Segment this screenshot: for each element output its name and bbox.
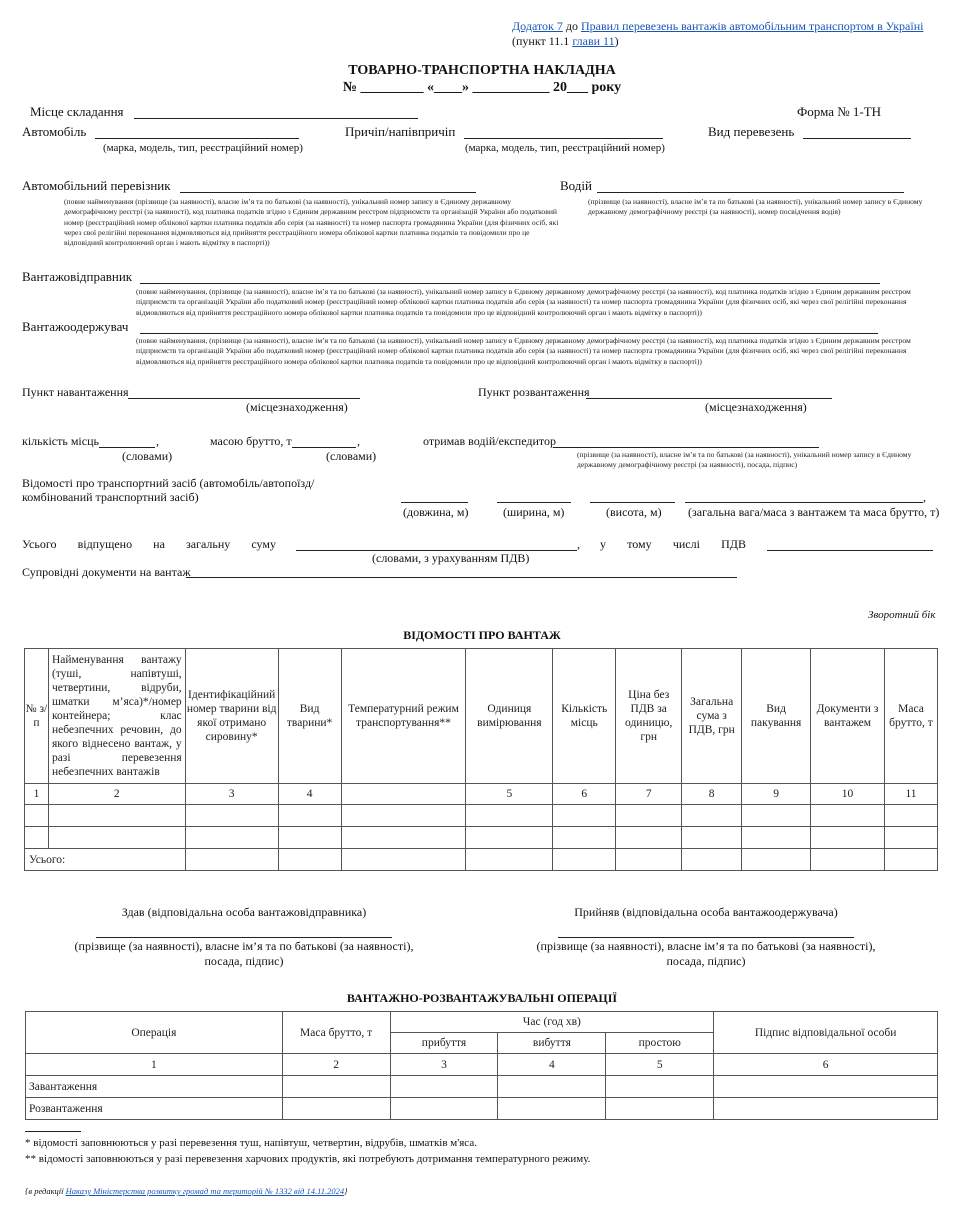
operations-title: ВАНТАЖНО-РОЗВАНТАЖУВАЛЬНІ ОПЕРАЦІЇ <box>346 991 618 1005</box>
clause-link[interactable]: глави 11 <box>572 34 615 48</box>
cargo-header-row <box>25 649 938 784</box>
edition-prefix: {в редакції <box>25 1186 64 1196</box>
vehicle-info-label: Відомості про транспортний засіб (автомобіль/автопоїзд/комбінований транспортний засіб) <box>22 476 315 504</box>
length-hint: (довжина, м) <box>403 505 469 519</box>
cargo-cell[interactable] <box>185 849 278 871</box>
ops-header-signature: Підпис відповідальної особи <box>714 1012 938 1054</box>
form-label: Форма № 1-ТН <box>797 104 882 119</box>
places-count-label: кількість місць <box>22 434 99 448</box>
col-number: 6 <box>553 784 616 805</box>
total-word: на <box>153 537 165 551</box>
cargo-title: ВІДОМОСТІ ПРО ВАНТАЖ <box>403 628 561 642</box>
vat-word: тому <box>627 537 652 551</box>
cargo-total-row <box>25 849 938 871</box>
appendix-link[interactable]: Додаток 7 <box>512 19 563 33</box>
handed-hint: посада, підпис) <box>204 954 284 968</box>
cargo-cell[interactable] <box>682 805 742 827</box>
cargo-cell[interactable] <box>341 805 466 827</box>
ops-header-row <box>26 1012 938 1033</box>
vat-word: числі <box>672 537 700 551</box>
ops-cell[interactable] <box>714 1098 938 1120</box>
col-header-name: Найменування вантажу (туші, напівтуші, четвертини, відруби, шматки м’яса)*/номер контейнера; клас небезпечних речовин, до якого віднесено вантаж, у разі перевезення небезпечних вантажів <box>48 649 185 784</box>
ops-loading-row <box>26 1076 938 1098</box>
ops-cell[interactable] <box>282 1076 390 1098</box>
col-number <box>341 784 466 805</box>
cargo-cell[interactable] <box>466 849 553 871</box>
ops-header-arrival: прибуття <box>390 1033 498 1054</box>
ops-col-number: 5 <box>606 1054 714 1076</box>
col-number: 2 <box>48 784 185 805</box>
place-label: Місце складання <box>30 104 124 119</box>
weight-comma: , <box>923 490 926 504</box>
cargo-empty-row[interactable] <box>25 805 938 827</box>
ops-header-operation: Операція <box>26 1012 283 1054</box>
cargo-cell[interactable] <box>185 805 278 827</box>
clause-reference <box>512 34 619 49</box>
ops-unloading-row <box>26 1098 938 1120</box>
cargo-cell[interactable] <box>616 849 682 871</box>
cargo-cell[interactable] <box>742 827 811 849</box>
col-header-packaging: Вид пакування <box>742 649 811 784</box>
cargo-table <box>24 648 938 871</box>
cargo-number-row <box>25 784 938 805</box>
car-field[interactable] <box>95 138 299 139</box>
received-by-field[interactable] <box>553 447 819 448</box>
col-header-documents: Документи з вантажем <box>811 649 885 784</box>
ops-header-departure: вибуття <box>498 1033 606 1054</box>
total-sum-comma: , <box>577 537 580 551</box>
docs-field[interactable] <box>186 577 737 578</box>
cargo-cell[interactable] <box>884 849 937 871</box>
shipper-hint: (повне найменування, (прізвище (за наявності), власне ім’я та по батькові (за наявності), унікальний номер запису в Єдиному державному демографічному реєстрі (за наявності), код платника податків згідно з Єдиним державним реєстром підприємств та організацій України або податковий номер (реєстраційний номер облікової картки платника податків або серія (за наявності) та номер паспорта громадянина України (для фізичних осіб, які через свої релігійні переконання відмовляються від прийняття реєстраційного номера облікової картки платника податків та повідомили про це відповідний контролюючий орган і мають відмітку в паспорті)) <box>136 287 911 317</box>
trailer-hint: (марка, модель, тип, реєстраційний номер) <box>465 142 665 154</box>
driver-field[interactable] <box>597 192 904 193</box>
length-field[interactable] <box>401 502 468 503</box>
ops-col-number: 3 <box>390 1054 498 1076</box>
col-number: 4 <box>278 784 341 805</box>
cargo-cell[interactable] <box>25 805 49 827</box>
total-word: Усього <box>22 537 57 551</box>
carrier-field[interactable] <box>180 192 476 193</box>
cargo-cell[interactable] <box>278 827 341 849</box>
carrier-hint: (повне найменування (прізвище (за наявності), власне ім’я та по батькові (за наявності), унікальний номер запису в Єдиному державному демографічному реєстрі (за наявності), код платника податків згідно з Єдиним державним реєстром підприємств та організацій України або податковий номер (реєстраційний номер облікової картки платника податків або серія (за наявності) та номер паспорта громадянина України (для фізичних осіб, які через свої релігійні переконання відмовляються від прийняття реєстраційного номера облікової картки платника податків та повідомили про це відповідний контролюючий орган і мають відмітку в паспорті)) <box>64 197 559 248</box>
appendix-to: до <box>565 19 578 33</box>
ops-row-label: Завантаження <box>26 1076 283 1098</box>
cargo-cell[interactable] <box>811 805 885 827</box>
appendix-header <box>512 19 923 34</box>
clause-suffix: ) <box>614 34 619 48</box>
cargo-cell[interactable] <box>553 849 616 871</box>
consignee-hint: (повне найменування, (прізвище (за наявності), власне ім’я та по батькові (за наявності), унікальний номер запису в Єдиному державному демографічному реєстрі (за наявності), код платника податків згідно з Єдиним державним реєстром підприємств та організацій України або податковий номер (реєстраційний номер облікової картки платника податків або серія (за наявності) та номер паспорта громадянина України (для фізичних осіб, які через свої релігійні переконання відмовляються від прийняття реєстраційного номера облікової картки платника податків та повідомили про це відповідний контролюючий орган і мають відмітку в паспорті)) <box>136 336 911 366</box>
rules-link[interactable]: Правил перевезень вантажів автомобільним транспортом в Україні <box>581 19 924 33</box>
cargo-cell[interactable] <box>278 805 341 827</box>
loading-point-field[interactable] <box>128 398 360 399</box>
trailer-field[interactable] <box>464 138 663 139</box>
total-sum-hint: (словами, з урахуванням ПДВ) <box>372 551 530 565</box>
col-header-temperature: Температурний режим транспортування** <box>341 649 466 784</box>
document-title: ТОВАРНО-ТРАНСПОРТНА НАКЛАДНА <box>348 63 616 78</box>
shipper-field[interactable] <box>140 283 880 284</box>
handed-signature-field[interactable] <box>96 937 392 938</box>
reverse-side-label: Зворотний бік <box>868 609 936 621</box>
cargo-cell[interactable] <box>341 827 466 849</box>
col-number: 8 <box>682 784 742 805</box>
vat-label <box>600 537 746 552</box>
col-number: 7 <box>616 784 682 805</box>
handed-hint: (прізвище (за наявності), власне ім’я та по батькові (за наявності), <box>74 939 414 953</box>
unloading-point-field[interactable] <box>586 398 832 399</box>
accepted-label: Прийняв (відповідальна особа вантажоодержувача) <box>574 905 838 919</box>
ops-header-time: Час (год хв) <box>390 1012 714 1033</box>
vat-word: ПДВ <box>721 537 746 551</box>
total-word: суму <box>251 537 276 551</box>
edition-link[interactable]: Наказу Міністерства розвитку громад та територій № 1332 від 14.11.2024 <box>65 1186 345 1196</box>
ops-cell[interactable] <box>606 1098 714 1120</box>
cargo-total-label: Усього: <box>25 849 186 871</box>
places-count-comma: , <box>156 434 159 448</box>
col-number: 10 <box>811 784 885 805</box>
ops-cell[interactable] <box>390 1098 498 1120</box>
footnote-divider <box>25 1131 81 1132</box>
cargo-cell[interactable] <box>25 827 49 849</box>
document-number-line: № _________ «____» ___________ 20___ року <box>342 80 622 95</box>
cargo-cell[interactable] <box>616 805 682 827</box>
gross-weight-label: масою брутто, т <box>210 434 292 448</box>
accepted-hint: (прізвище (за наявності), власне ім’я та по батькові (за наявності), <box>536 939 876 953</box>
unloading-point-hint: (місцезнаходження) <box>705 400 807 414</box>
ops-cell[interactable] <box>714 1076 938 1098</box>
cargo-cell[interactable] <box>682 827 742 849</box>
cargo-empty-row[interactable] <box>25 827 938 849</box>
ops-col-number: 1 <box>26 1054 283 1076</box>
cargo-cell[interactable] <box>553 805 616 827</box>
cargo-cell[interactable] <box>884 827 937 849</box>
total-label <box>22 537 276 552</box>
accepted-signature-field[interactable] <box>558 937 854 938</box>
ops-cell[interactable] <box>282 1098 390 1120</box>
trailer-label: Причіп/напівпричіп <box>345 124 456 139</box>
gross-weight-comma: , <box>357 434 360 448</box>
cargo-cell[interactable] <box>742 849 811 871</box>
col-header-places: Кількість місць <box>553 649 616 784</box>
consignee-field[interactable] <box>140 333 878 334</box>
ops-cell[interactable] <box>498 1076 606 1098</box>
height-field[interactable] <box>590 502 675 503</box>
ops-cell[interactable] <box>606 1076 714 1098</box>
weight-hint: (загальна вага/маса з вантажем та маса брутто, т) <box>688 505 940 519</box>
col-number: 11 <box>884 784 937 805</box>
col-header-gross-weight: Маса брутто, т <box>884 649 937 784</box>
cargo-cell[interactable] <box>278 849 341 871</box>
cargo-cell[interactable] <box>466 805 553 827</box>
width-hint: (ширина, м) <box>503 505 565 519</box>
received-by-label: отримав водій/експедитор <box>423 434 556 448</box>
ops-col-number: 4 <box>498 1054 606 1076</box>
received-by-hint: (прізвище (за наявності), власне ім’я та по батькові (за наявності), унікальний номер запису в Єдиному державному демографічному реєстрі (за наявності), посада, підпис) <box>577 450 912 470</box>
weight-field[interactable] <box>685 502 923 503</box>
place-field[interactable] <box>134 118 418 119</box>
ops-number-row <box>26 1054 938 1076</box>
col-number: 9 <box>742 784 811 805</box>
col-number: 5 <box>466 784 553 805</box>
gross-weight-hint: (словами) <box>326 449 377 463</box>
col-number: 3 <box>185 784 278 805</box>
transport-type-label: Вид перевезень <box>708 124 795 139</box>
cargo-cell[interactable] <box>553 827 616 849</box>
cargo-cell[interactable] <box>185 827 278 849</box>
ops-row-label: Розвантаження <box>26 1098 283 1120</box>
cargo-cell[interactable] <box>811 849 885 871</box>
cargo-cell[interactable] <box>742 805 811 827</box>
edition-note <box>25 1186 348 1196</box>
operations-table <box>25 1011 938 1120</box>
col-number: 1 <box>25 784 49 805</box>
cargo-cell[interactable] <box>616 827 682 849</box>
col-header-number: № з/п <box>25 649 49 784</box>
col-header-animal-type: Вид тварини* <box>278 649 341 784</box>
transport-type-field[interactable] <box>803 138 911 139</box>
driver-hint: (прізвище (за наявності), власне ім’я та по батькові (за наявності), унікальний номер запису в Єдиному державному демографічному реєстрі (за наявності), номер посвідчення водія) <box>588 197 923 217</box>
total-word: відпущено <box>77 537 133 551</box>
loading-point-label: Пункт навантаження <box>22 385 129 399</box>
col-header-price: Ціна без ПДВ за одиницю, грн <box>616 649 682 784</box>
cargo-cell[interactable] <box>48 827 185 849</box>
height-hint: (висота, м) <box>606 505 662 519</box>
vat-field[interactable] <box>767 550 933 551</box>
width-field[interactable] <box>497 502 571 503</box>
loading-point-hint: (місцезнаходження) <box>246 400 348 414</box>
car-label: Автомобіль <box>22 124 87 139</box>
cargo-cell[interactable] <box>466 827 553 849</box>
places-count-field[interactable] <box>99 447 155 448</box>
consignee-label: Вантажоодержувач <box>22 319 129 334</box>
ops-cell[interactable] <box>498 1098 606 1120</box>
ops-header-idle: простою <box>606 1033 714 1054</box>
docs-label: Супровідні документи на вантаж <box>22 565 191 579</box>
car-hint: (марка, модель, тип, реєстраційний номер) <box>103 142 303 154</box>
ops-col-number: 2 <box>282 1054 390 1076</box>
col-header-total-sum: Загальна сума з ПДВ, грн <box>682 649 742 784</box>
footnote-2: ** відомості заповнюються у разі перевезення харчових продуктів, які потребують дотримання температурного режиму. <box>25 1153 591 1165</box>
places-count-hint: (словами) <box>122 449 173 463</box>
clause-prefix: (пункт 11.1 <box>512 34 570 48</box>
col-header-unit: Одиниця вимірювання <box>466 649 553 784</box>
accepted-hint: посада, підпис) <box>666 954 746 968</box>
handed-label: Здав (відповідальна особа вантажовідправника) <box>121 905 367 919</box>
shipper-label: Вантажовідправник <box>22 269 133 284</box>
col-header-animal-id: Ідентифікаційний номер тварини від якої отримано сировину* <box>185 649 278 784</box>
edition-suffix: } <box>344 1186 348 1196</box>
total-word: загальну <box>185 537 231 551</box>
cargo-cell[interactable] <box>884 805 937 827</box>
cargo-cell[interactable] <box>48 805 185 827</box>
driver-label: Водій <box>560 178 592 193</box>
cargo-cell[interactable] <box>811 827 885 849</box>
ops-cell[interactable] <box>390 1076 498 1098</box>
vat-word: у <box>600 537 606 551</box>
ops-header-weight: Маса брутто, т <box>282 1012 390 1054</box>
unloading-point-label: Пункт розвантаження <box>478 385 590 399</box>
cargo-cell[interactable] <box>341 849 466 871</box>
gross-weight-field[interactable] <box>292 447 356 448</box>
ops-col-number: 6 <box>714 1054 938 1076</box>
cargo-cell[interactable] <box>682 849 742 871</box>
carrier-label: Автомобільний перевізник <box>22 178 171 193</box>
footnote-1: * відомості заповнюються у разі перевезення туш, напівтуш, четвертин, відрубів, шматків м'яса. <box>25 1137 477 1149</box>
